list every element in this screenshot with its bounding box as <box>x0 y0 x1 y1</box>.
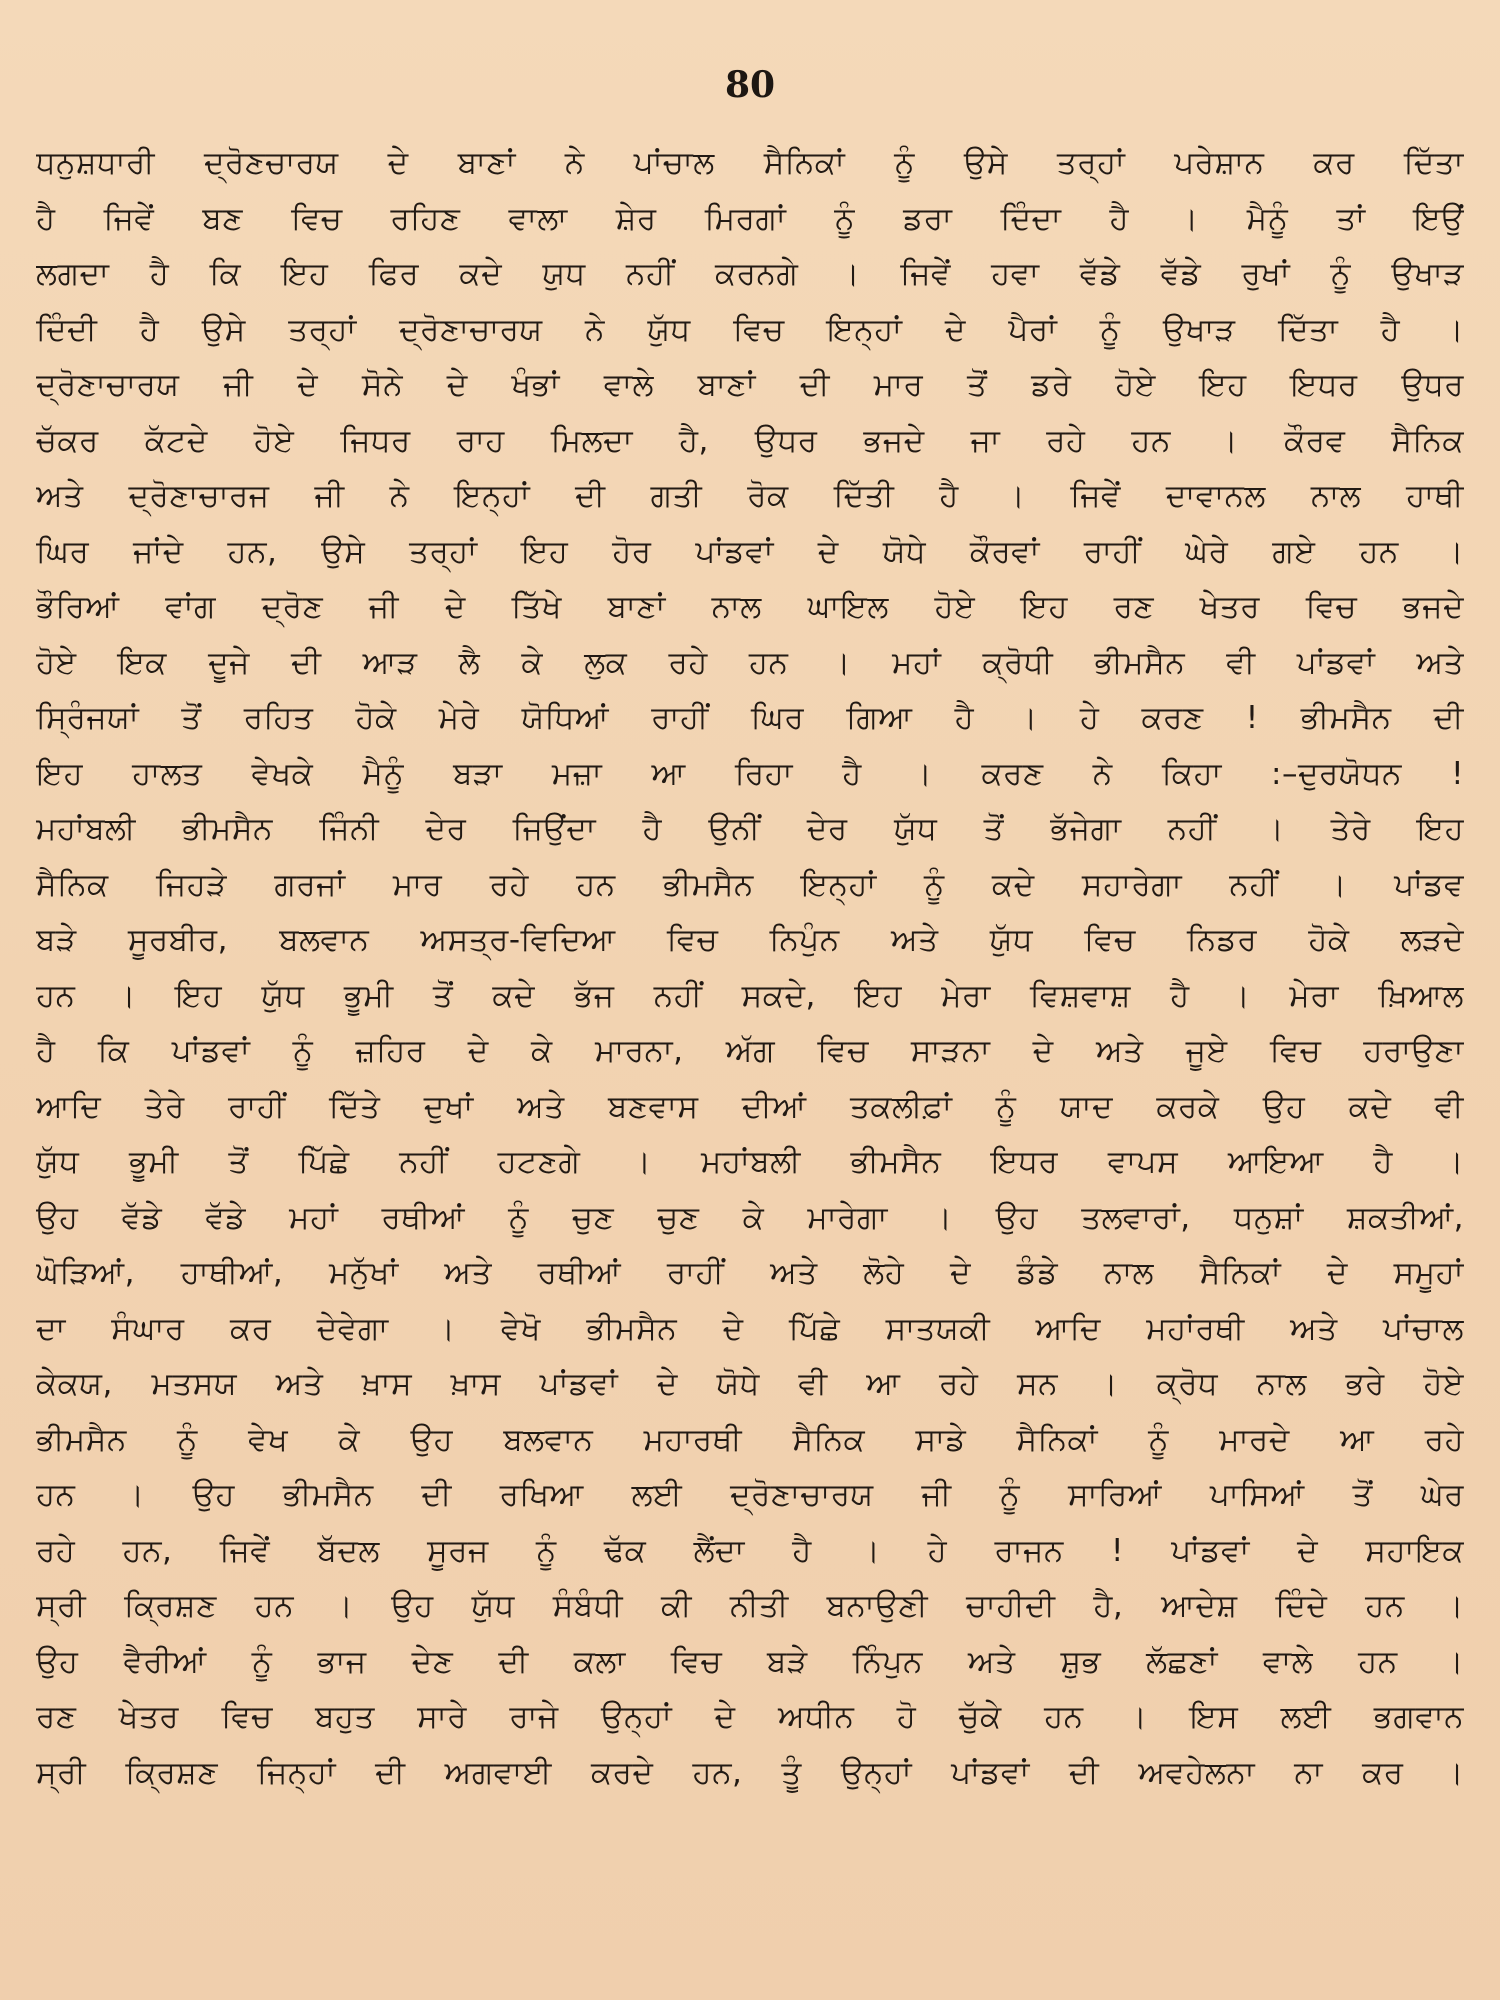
text-line: ਰਹੇ ਹਨ, ਜਿਵੇਂ ਬੱਦਲ ਸੂਰਜ ਨੂੰ ਢੱਕ ਲੈਂਦਾ ਹੈ । ਹੇ ਰਾਜਨ ! ਪਾਂਡਵਾਂ ਦੇ ਸਹਾਇਕ <box>36 1532 1464 1569</box>
text-line: ਹੋਏ ਇਕ ਦੂਜੇ ਦੀ ਆੜ ਲੈ ਕੇ ਲੁਕ ਰਹੇ ਹਨ । ਮਹਾਂ ਕ੍ਰੋਧੀ ਭੀਮਸੈਨ ਵੀ ਪਾਂਡਵਾਂ ਅਤੇ <box>36 644 1464 681</box>
text-line: ਦਿੰਦੀ ਹੈ ਉਸੇ ਤਰ੍ਹਾਂ ਦ੍ਰੋਣਾਚਾਰਯ ਨੇ ਯੁੱਧ ਵਿਚ ਇਨ੍ਹਾਂ ਦੇ ਪੈਰਾਂ ਨੂੰ ਉਖਾੜ ਦਿੱਤਾ ਹੈ । <box>36 311 1464 348</box>
text-line: ਦਾ ਸੰਘਾਰ ਕਰ ਦੇਵੇਗਾ । ਵੇਖੋ ਭੀਮਸੈਨ ਦੇ ਪਿੱਛੇ ਸਾਤਯਕੀ ਆਦਿ ਮਹਾਂਰਥੀ ਅਤੇ ਪਾਂਚਾਲ <box>36 1310 1464 1347</box>
text-line: ਸ੍ਰਿੰਜਯਾਂ ਤੋਂ ਰਹਿਤ ਹੋਕੇ ਮੇਰੇ ਯੋਧਿਆਂ ਰਾਹੀਂ ਘਿਰ ਗਿਆ ਹੈ । ਹੇ ਕਰਣ ! ਭੀਮਸੈਨ ਦੀ <box>36 700 1464 736</box>
text-line: ਬੜੇ ਸੂਰਬੀਰ, ਬਲਵਾਨ ਅਸਤ੍ਰ-ਵਿਦਿਆ ਵਿਚ ਨਿਪੁੰਨ ਅਤੇ ਯੁੱਧ ਵਿਚ ਨਿਡਰ ਹੋਕੇ ਲੜਦੇ <box>36 922 1464 958</box>
text-line: ਉਹ ਵੱਡੇ ਵੱਡੇ ਮਹਾਂ ਰਥੀਆਂ ਨੂੰ ਚੁਣ ਚੁਣ ਕੇ ਮਾਰੇਗਾ । ਉਹ ਤਲਵਾਰਾਂ, ਧਨੁਸ਼ਾਂ ਸ਼ਕਤੀਆਂ, <box>36 1199 1464 1236</box>
page-number: 80 <box>724 64 776 106</box>
text-line: ਭੌਰਿਆਂ ਵਾਂਗ ਦ੍ਰੋਣ ਜੀ ਦੇ ਤਿੱਖੇ ਬਾਣਾਂ ਨਾਲ ਘਾਇਲ ਹੋਏ ਇਹ ਰਣ ਖੇਤਰ ਵਿਚ ਭਜਦੇ <box>36 589 1464 625</box>
text-line: ਭੀਮਸੈਨ ਨੂੰ ਵੇਖ ਕੇ ਉਹ ਬਲਵਾਨ ਮਹਾਰਥੀ ਸੈਨਿਕ ਸਾਡੇ ਸੈਨਿਕਾਂ ਨੂੰ ਮਾਰਦੇ ਆ ਰਹੇ <box>36 1421 1464 1458</box>
text-line: ਲਗਦਾ ਹੈ ਕਿ ਇਹ ਫਿਰ ਕਦੇ ਯੁਧ ਨਹੀਂ ਕਰਨਗੇ । ਜਿਵੇਂ ਹਵਾ ਵੱਡੇ ਵੱਡੇ ਰੁਖਾਂ ਨੂੰ ਉਖਾੜ <box>36 256 1464 292</box>
body-text <box>36 136 1464 1801</box>
text-line: ਹੈ ਜਿਵੇਂ ਬਣ ਵਿਚ ਰਹਿਣ ਵਾਲਾ ਸ਼ੇਰ ਮਿਰਗਾਂ ਨੂੰ ਡਰਾ ਦਿੰਦਾ ਹੈ । ਮੈਨੂੰ ਤਾਂ ਇਉਂ <box>36 200 1464 237</box>
text-line: ਦ੍ਰੋਣਾਚਾਰਯ ਜੀ ਦੇ ਸੋਨੇ ਦੇ ਖੰਭਾਂ ਵਾਲੇ ਬਾਣਾਂ ਦੀ ਮਾਰ ਤੋਂ ਡਰੇ ਹੋਏ ਇਹ ਇਧਰ ਉਧਰ <box>36 367 1464 403</box>
text-line: ਸੈਨਿਕ ਜਿਹੜੇ ਗਰਜਾਂ ਮਾਰ ਰਹੇ ਹਨ ਭੀਮਸੈਨ ਇਨ੍ਹਾਂ ਨੂੰ ਕਦੇ ਸਹਾਰੇਗਾ ਨਹੀਂ । ਪਾਂਡਵ <box>36 866 1464 903</box>
text-line: ਚੱਕਰ ਕੱਟਦੇ ਹੋਏ ਜਿਧਰ ਰਾਹ ਮਿਲਦਾ ਹੈ, ਉਧਰ ਭਜਦੇ ਜਾ ਰਹੇ ਹਨ । ਕੌਰਵ ਸੈਨਿਕ <box>36 422 1464 459</box>
text-line: ਕੇਕਯ, ਮਤਸਯ ਅਤੇ ਖ਼ਾਸ ਖ਼ਾਸ ਪਾਂਡਵਾਂ ਦੇ ਯੋਧੇ ਵੀ ਆ ਰਹੇ ਸਨ । ਕ੍ਰੋਧ ਨਾਲ ਭਰੇ ਹੋਏ <box>36 1366 1464 1402</box>
text-line: ਘਿਰ ਜਾਂਦੇ ਹਨ, ਉਸੇ ਤਰ੍ਹਾਂ ਇਹ ਹੋਰ ਪਾਂਡਵਾਂ ਦੇ ਯੋਧੇ ਕੌਰਵਾਂ ਰਾਹੀਂ ਘੇਰੇ ਗਏ ਹਨ । <box>36 533 1464 570</box>
text-line: ਮਹਾਂਬਲੀ ਭੀਮਸੈਨ ਜਿੰਨੀ ਦੇਰ ਜਿਉਂਦਾ ਹੈ ਉਨੀਂ ਦੇਰ ਯੁੱਧ ਤੋਂ ਭੱਜੇਗਾ ਨਹੀਂ । ਤੇਰੇ ਇਹ <box>36 811 1464 847</box>
text-line: ਅਤੇ ਦ੍ਰੋਣਾਚਾਰਜ ਜੀ ਨੇ ਇਨ੍ਹਾਂ ਦੀ ਗਤੀ ਰੋਕ ਦਿੱਤੀ ਹੈ । ਜਿਵੇਂ ਦਾਵਾਨਲ ਨਾਲ ਹਾਥੀ <box>36 478 1464 514</box>
text-line: ਉਹ ਵੈਰੀਆਂ ਨੂੰ ਭਾਜ ਦੇਣ ਦੀ ਕਲਾ ਵਿਚ ਬੜੇ ਨਿੰਪੁਨ ਅਤੇ ਸ਼ੁਭ ਲੱਛਣਾਂ ਵਾਲੇ ਹਨ । <box>36 1643 1464 1680</box>
text-line: ਘੋੜਿਆਂ, ਹਾਥੀਆਂ, ਮਨੁੱਖਾਂ ਅਤੇ ਰਥੀਆਂ ਰਾਹੀਂ ਅਤੇ ਲੋਹੇ ਦੇ ਡੰਡੇ ਨਾਲ ਸੈਨਿਕਾਂ ਦੇ ਸਮੂਹਾਂ <box>36 1255 1464 1291</box>
text-line: ਸ੍ਰੀ ਕ੍ਰਿਸ਼ਣ ਹਨ । ਉਹ ਯੁੱਧ ਸੰਬੰਧੀ ਕੀ ਨੀਤੀ ਬਨਾਉਣੀ ਚਾਹੀਦੀ ਹੈ, ਆਦੇਸ਼ ਦਿੰਦੇ ਹਨ । <box>36 1588 1464 1624</box>
text-line: ਆਦਿ ਤੇਰੇ ਰਾਹੀਂ ਦਿੱਤੇ ਦੁਖਾਂ ਅਤੇ ਬਣਵਾਸ ਦੀਆਂ ਤਕਲੀਫ਼ਾਂ ਨੂੰ ਯਾਦ ਕਰਕੇ ਉਹ ਕਦੇ ਵੀ <box>36 1088 1464 1125</box>
text-line: ਯੁੱਧ ਭੂਮੀ ਤੋਂ ਪਿੱਛੇ ਨਹੀਂ ਹਟਣਗੇ । ਮਹਾਂਬਲੀ ਭੀਮਸੈਨ ਇਧਰ ਵਾਪਸ ਆਇਆ ਹੈ । <box>36 1144 1464 1180</box>
text-line: ਹੈ ਕਿ ਪਾਂਡਵਾਂ ਨੂੰ ਜ਼ਹਿਰ ਦੇ ਕੇ ਮਾਰਨਾ, ਅੱਗ ਵਿਚ ਸਾੜਨਾ ਦੇ ਅਤੇ ਜੂਏ ਵਿਚ ਹਰਾਉਣਾ <box>36 1033 1464 1069</box>
text-line: ਹਨ । ਉਹ ਭੀਮਸੈਨ ਦੀ ਰਖਿਆ ਲਈ ਦ੍ਰੋਣਾਚਾਰਯ ਜੀ ਨੂੰ ਸਾਰਿਆਂ ਪਾਸਿਆਂ ਤੋਂ ਘੇਰ <box>36 1477 1464 1513</box>
text-line: ਇਹ ਹਾਲਤ ਵੇਖਕੇ ਮੈਨੂੰ ਬੜਾ ਮਜ਼ਾ ਆ ਰਿਹਾ ਹੈ । ਕਰਣ ਨੇ ਕਿਹਾ :–ਦੁਰਯੋਧਨ ! <box>36 755 1464 792</box>
text-line: ਧਨੁਸ਼ਧਾਰੀ ਦ੍ਰੋਣਚਾਰਯ ਦੇ ਬਾਣਾਂ ਨੇ ਪਾਂਚਾਲ ਸੈਨਿਕਾਂ ਨੂੰ ਉਸੇ ਤਰ੍ਹਾਂ ਪਰੇਸ਼ਾਨ ਕਰ ਦਿੱਤਾ <box>36 145 1464 181</box>
text-line: ਹਨ । ਇਹ ਯੁੱਧ ਭੂਮੀ ਤੋਂ ਕਦੇ ਭੱਜ ਨਹੀਂ ਸਕਦੇ, ਇਹ ਮੇਰਾ ਵਿਸ਼ਵਾਸ਼ ਹੈ । ਮੇਰਾ ਖ਼ਿਆਲ <box>36 977 1464 1014</box>
text-line: ਸ੍ਰੀ ਕ੍ਰਿਸ਼ਣ ਜਿਨ੍ਹਾਂ ਦੀ ਅਗਵਾਈ ਕਰਦੇ ਹਨ, ਤੂੰ ਉਨ੍ਹਾਂ ਪਾਂਡਵਾਂ ਦੀ ਅਵਹੇਲਨਾ ਨਾ ਕਰ । <box>36 1754 1464 1791</box>
text-line: ਰਣ ਖੇਤਰ ਵਿਚ ਬਹੁਤ ਸਾਰੇ ਰਾਜੇ ਉਨ੍ਹਾਂ ਦੇ ਅਧੀਨ ਹੋ ਚੁੱਕੇ ਹਨ । ਇਸ ਲਈ ਭਗਵਾਨ <box>36 1699 1464 1735</box>
